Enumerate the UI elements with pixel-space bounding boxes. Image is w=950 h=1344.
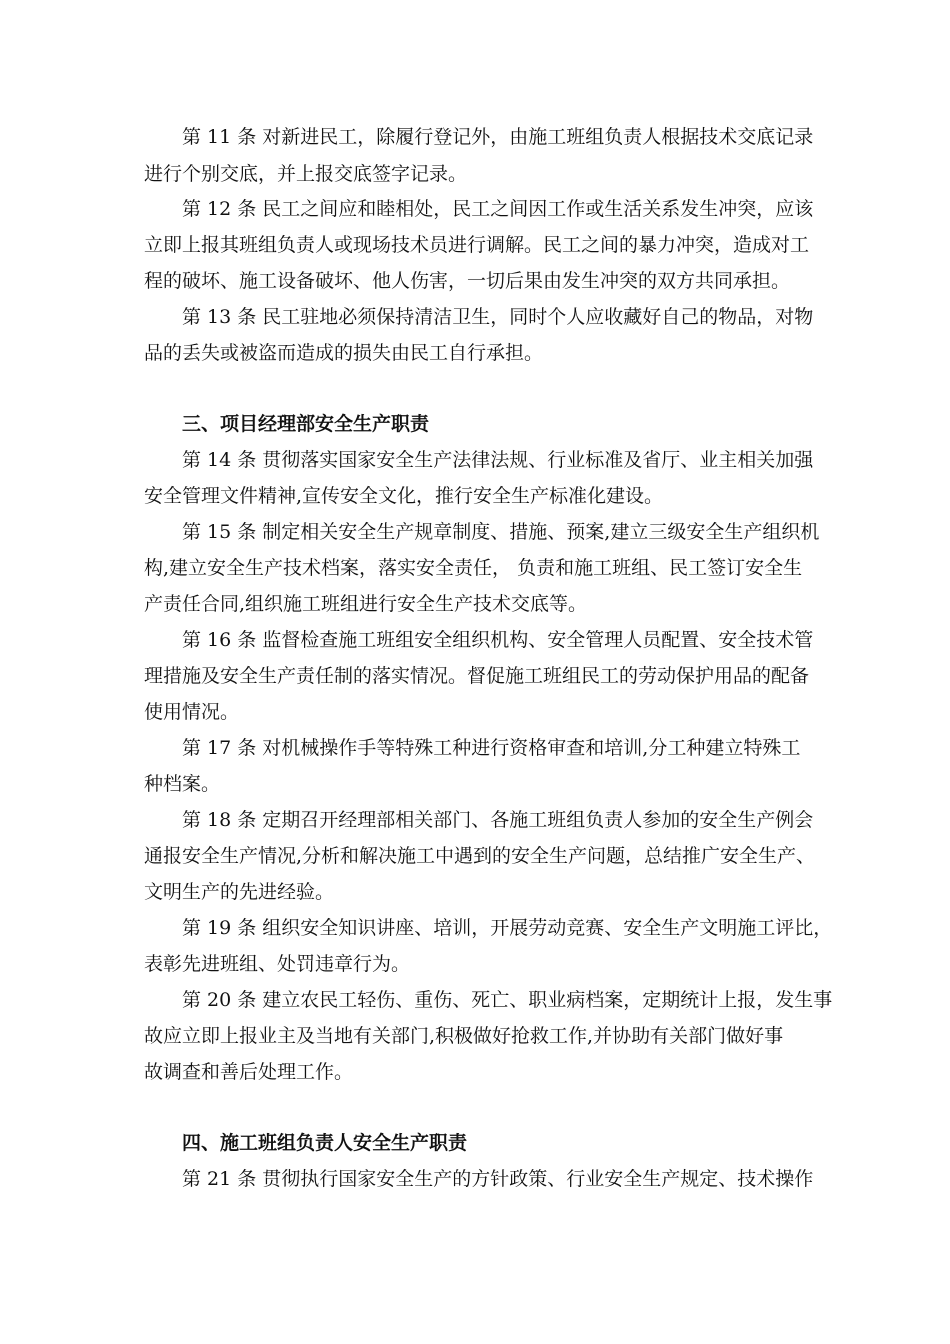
article-20-line-3: 故调查和善后处理工作。 (144, 1061, 354, 1083)
article-18-line-2: 通报安全生产情况,分析和解决施工中遇到的安全生产问题，总结推广安全生产、 (144, 845, 816, 867)
article-17-line-1: 第 17 条 对机械操作手等特殊工种进行资格审查和培训,分工种建立特殊工 (182, 737, 801, 759)
article-16-line-3: 使用情况。 (144, 701, 240, 723)
article-12-line-1: 第 12 条 民工之间应和睦相处，民工之间因工作或生活关系发生冲突，应该 (182, 198, 814, 220)
article-16-line-2: 理措施及安全生产责任制的落实情况。督促施工班组民工的劳动保护用品的配备 (144, 665, 810, 687)
article-15-line-3: 产责任合同,组织施工班组进行安全生产技术交底等。 (144, 593, 588, 615)
article-11-line-1: 第 11 条 对新进民工，除履行登记外，由施工班组负责人根据技术交底记录 (182, 126, 814, 148)
section-3-heading: 三、项目经理部安全生产职责 (182, 413, 430, 435)
article-14-line-2: 安全管理文件精神,宣传安全文化，推行安全生产标准化建设。 (144, 485, 664, 507)
article-20-line-2: 故应立即上报业主及当地有关部门,积极做好抢救工作,并协助有关部门做好事 (144, 1025, 784, 1047)
article-15-line-2: 构,建立安全生产技术档案，落实安全责任， 负责和施工班组、民工签订安全生 (144, 557, 803, 579)
article-17-line-2: 种档案。 (144, 773, 221, 795)
article-19-line-2: 表彰先进班组、处罚违章行为。 (144, 953, 411, 975)
article-19-line-1: 第 19 条 组织安全知识讲座、培训，开展劳动竞赛、安全生产文明施工评比， (182, 917, 833, 939)
article-18-line-1: 第 18 条 定期召开经理部相关部门、各施工班组负责人参加的安全生产例会 (182, 809, 814, 831)
article-12-line-2: 立即上报其班组负责人或现场技术员进行调解。民工之间的暴力冲突，造成对工 (144, 234, 810, 256)
article-15-line-1: 第 15 条 制定相关安全生产规章制度、措施、预案,建立三级安全生产组织机 (182, 521, 820, 543)
article-21-line-1: 第 21 条 贯彻执行国家安全生产的方针政策、行业安全生产规定、技术操作 (182, 1168, 814, 1190)
section-4-heading: 四、施工班组负责人安全生产职责 (182, 1132, 468, 1154)
article-13-line-2: 品的丢失或被盗而造成的损失由民工自行承担。 (144, 342, 544, 364)
article-18-line-3: 文明生产的先进经验。 (144, 881, 335, 903)
article-14-line-1: 第 14 条 贯彻落实国家安全生产法律法规、行业标准及省厅、业主相关加强 (182, 449, 814, 471)
article-12-line-3: 程的破坏、施工设备破坏、他人伤害，一切后果由发生冲突的双方共同承担。 (144, 270, 791, 292)
article-13-line-1: 第 13 条 民工驻地必须保持清洁卫生，同时个人应收藏好自己的物品，对物 (182, 306, 814, 328)
article-16-line-1: 第 16 条 监督检查施工班组安全组织机构、安全管理人员配置、安全技术管 (182, 629, 814, 651)
article-20-line-1: 第 20 条 建立农民工轻伤、重伤、死亡、职业病档案，定期统计上报，发生事 (182, 989, 833, 1011)
article-11-line-2: 进行个别交底，并上报交底签字记录。 (144, 163, 468, 185)
